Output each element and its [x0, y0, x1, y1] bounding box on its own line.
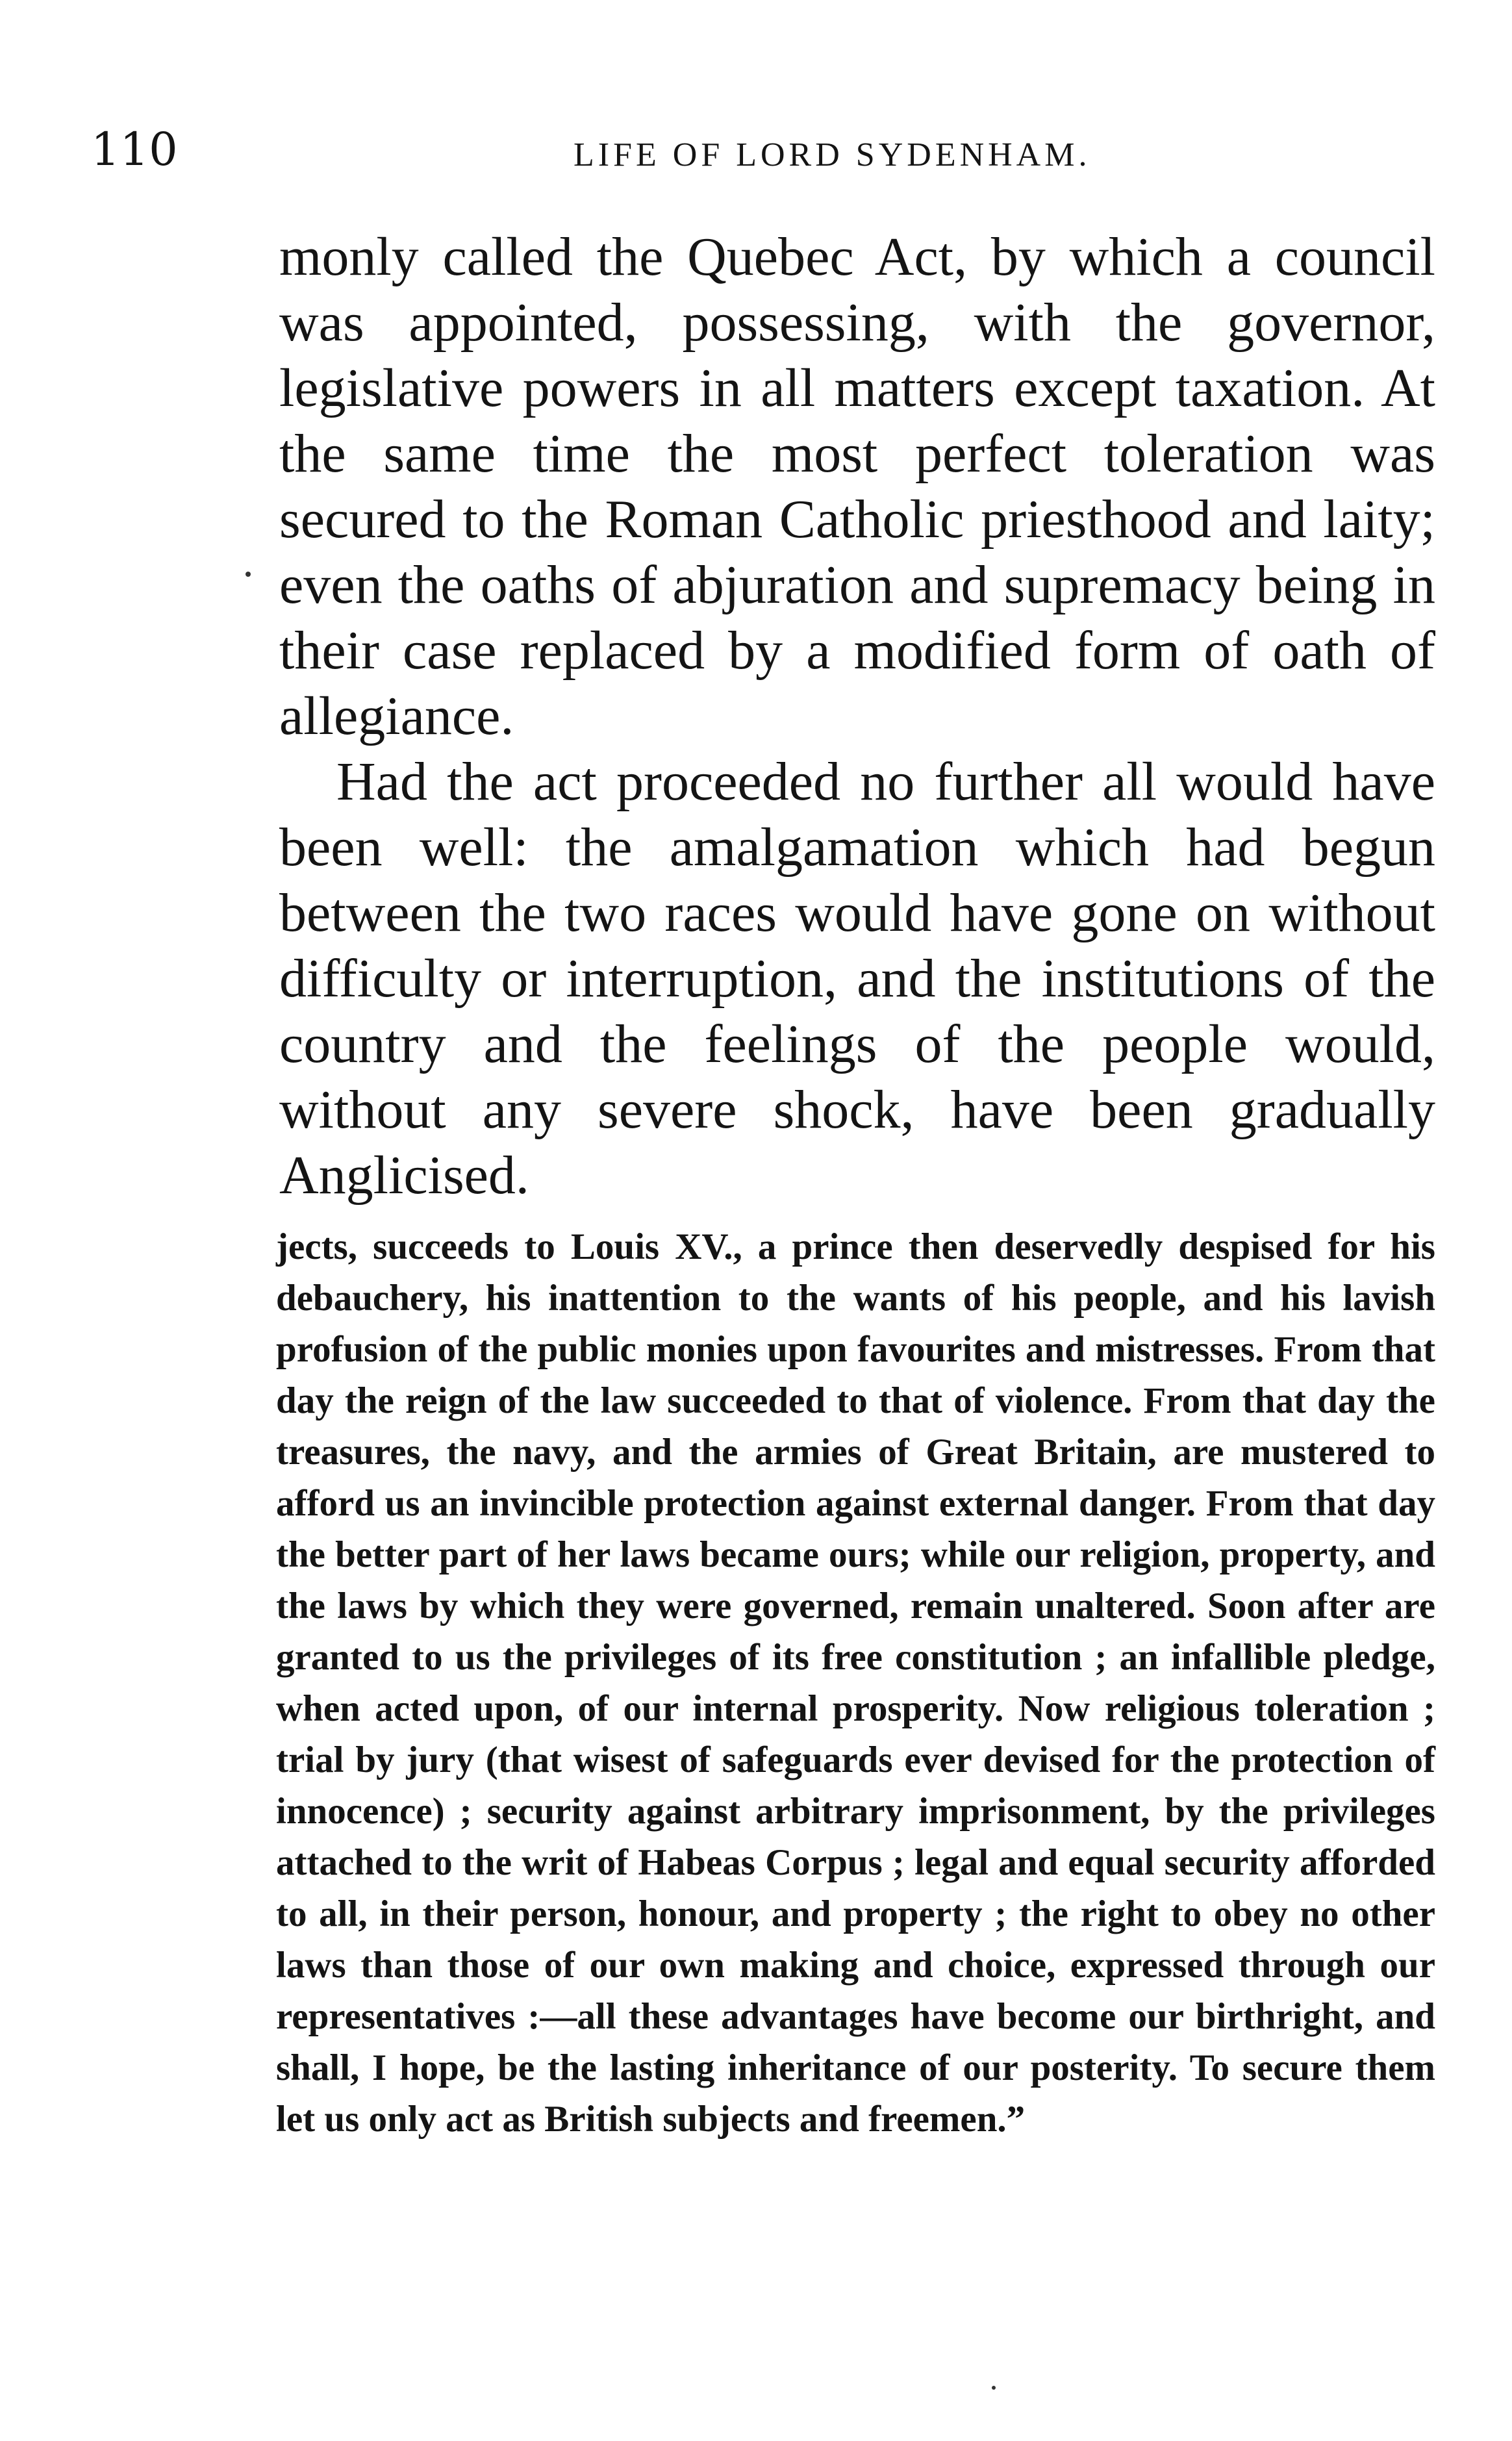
footnote: [276, 1221, 1435, 2145]
footnote-text: jects, succeeds to Louis XV., a prince then deservedly despised for his debauchery, his inattention to the wants of his people, and his lavish profusion of the public monies upon favourites and mistresses. From that day the reign of the law succeeded to that of violence. From that day the treasures, the navy, and the armies of Great Britain, are mustered to afford us an invincible protection against external danger. From that day the better part of her laws became ours; while our religion, property, and the laws by which they were governed, remain unaltered. Soon after are granted to us the privileges of its free constitution ; an infallible pledge, when acted upon, of our internal prosperity. Now religious toleration ; trial by jury (that wisest of safeguards ever devised for the protection of innocence) ; security against arbitrary imprisonment, by the privileges attached to the writ of Habeas Corpus ; legal and equal security afforded to all, in their person, honour, and property ; the right to obey no other laws than those of our own making and choice, expressed through our representatives :—all these advantages have become our birthright, and shall, I hope, be the lasting inheritance of our posterity. To secure them let us only act as British subjects and freemen.”: [276, 1226, 1435, 2140]
page-number: 110: [91, 123, 178, 176]
print-speck: [246, 572, 251, 577]
running-title: LIFE OF LORD SYDENHAM.: [573, 136, 1091, 173]
paragraph-1: monly called the Quebec Act, by which a council was appointed, possessing, with the governor, legislative powers in all matters except taxation. At the same time the most perfect toleration was secured to the Roman Catholic priesthood and laity; even the oaths of abjuration and supremacy being in their case replaced by a modified form of oath of allegiance.: [279, 227, 1435, 746]
main-text: [279, 224, 1435, 1208]
paragraph-2: Had the act proceeded no further all would have been well: the amalgamation which had begun between the two races would have gone on without difficulty or interruption, and the institutions of the country and the feelings of the people would, without any severe shock, have been gradually Anglicised.: [279, 752, 1435, 1206]
print-speck: [992, 2386, 996, 2390]
